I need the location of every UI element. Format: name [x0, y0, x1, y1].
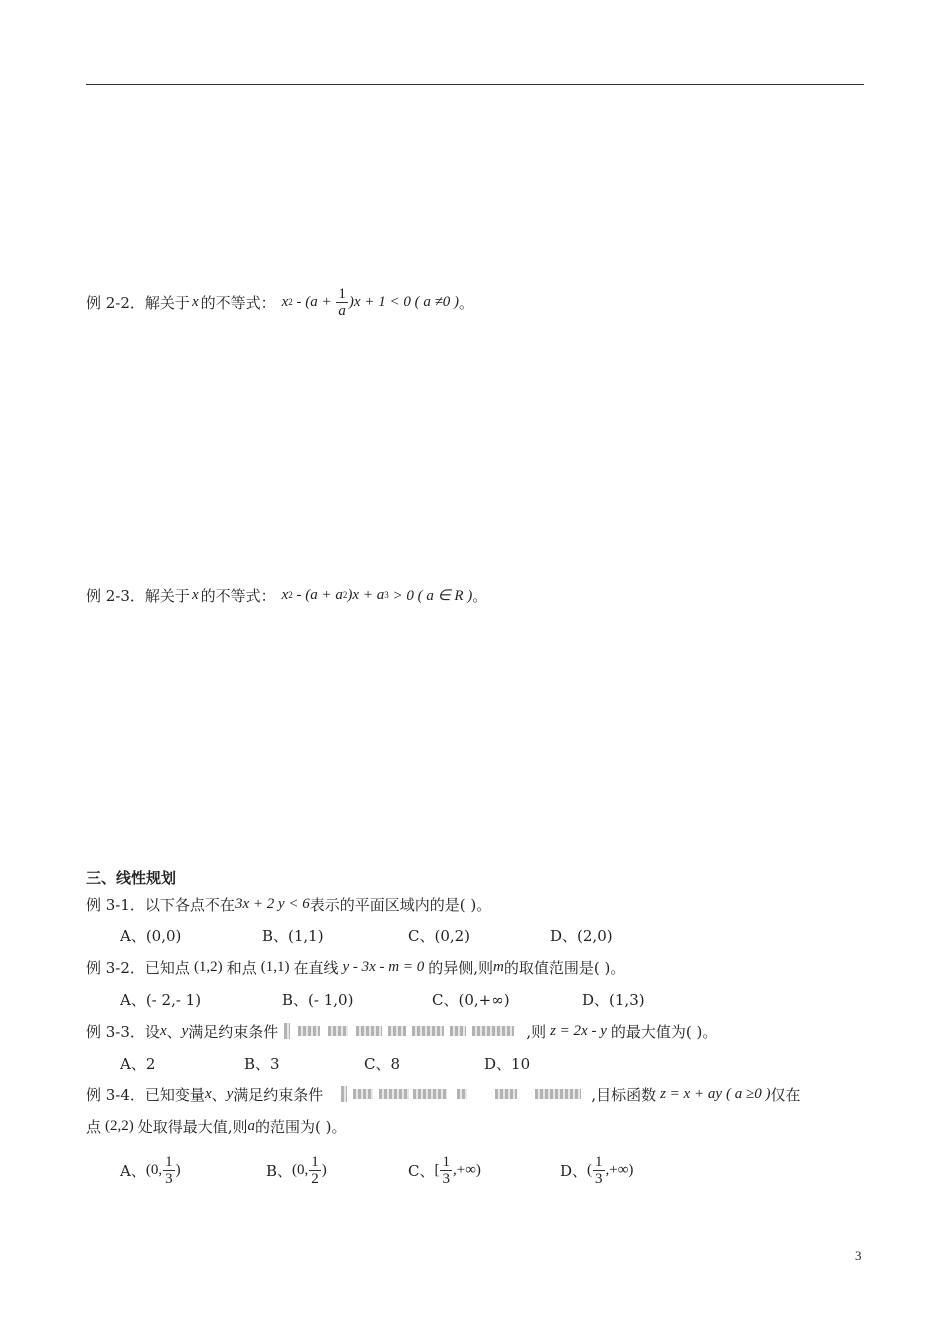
ex33-option-b-text: B、3 [244, 1054, 280, 1073]
ex34-line2b: 处取得最大值,则 [137, 1117, 248, 1136]
ex34-b-num: 1 [311, 1153, 319, 1170]
ex34-y: y [226, 1085, 234, 1102]
ex33-option-a-text: A、2 [120, 1054, 156, 1073]
ex32-pre: 例 3-2．已知点 [86, 958, 190, 977]
ex34-constraint-image [341, 1085, 585, 1103]
ex22-t1: x [281, 293, 289, 310]
ex34-b-label: B、 [266, 1161, 293, 1180]
ex32-var: m [493, 958, 504, 975]
ex34-a-den: 3 [165, 1170, 173, 1187]
ex33-constraint-image [284, 1022, 520, 1040]
ex33-option-d-text: D、10 [484, 1054, 531, 1073]
ex34-cond: ( a ≥0 ) [726, 1085, 771, 1102]
ex34-a-num: 1 [165, 1153, 173, 1170]
ex34-b-frac [309, 1154, 321, 1187]
ex23-t2sup: 2 [342, 590, 348, 600]
ex34-b-post: ) [321, 1161, 327, 1178]
ex34-post1: ,目标函数 [591, 1085, 657, 1104]
section-3-title [86, 866, 176, 888]
ex33-option-b [244, 1052, 280, 1074]
ex23-label: 例 2-3．解关于 [86, 586, 190, 605]
ex34-option-d [560, 1150, 633, 1190]
ex33-option-a [120, 1052, 155, 1074]
example-2-3 [86, 584, 487, 606]
ex32-mid3: 的异侧,则 [428, 958, 494, 977]
ex31-option-a [120, 924, 181, 946]
ex34-c-num: 1 [442, 1153, 450, 1170]
ex31-option-c-text: C、(0,2) [408, 926, 471, 945]
ex33-option-c-text: C、8 [364, 1054, 401, 1073]
ex23-t2: - (a + a [292, 586, 343, 603]
example-3-4 [86, 1083, 801, 1105]
ex34-d-num: 1 [595, 1153, 603, 1170]
ex22-fraction [336, 286, 348, 319]
ex32-option-a [120, 988, 201, 1010]
example-2-2 [86, 282, 474, 322]
ex32-option-d-text: D、(1,3) [582, 990, 645, 1009]
ex32-mid1: 和点 [226, 958, 257, 977]
ex22-fden: a [338, 302, 346, 319]
ex34-a-pre: (0, [145, 1161, 163, 1178]
ex34-line2a: 点 [86, 1117, 102, 1136]
ex32-option-d [582, 988, 645, 1010]
ex31-option-d [550, 924, 613, 946]
ex34-c-frac [440, 1154, 452, 1187]
ex34-b-den: 2 [311, 1170, 319, 1187]
page-number: 3 [855, 1248, 862, 1263]
ex33-post2: 的最大值为( )。 [610, 1022, 718, 1041]
ex32-option-b-text: B、(- 1,0) [282, 990, 354, 1009]
ex23-t4: > 0 ( a ∈ R ) [388, 587, 473, 604]
ex32-mid2: 在直线 [293, 958, 339, 977]
ex22-var: x [191, 293, 199, 310]
ex33-y: y [181, 1022, 189, 1039]
ex32-option-b [282, 988, 353, 1010]
ex32-option-c-text: C、(0,+∞) [432, 990, 510, 1009]
ex34-a-label: A、 [120, 1161, 146, 1180]
ex22-mid: 的不等式： [200, 293, 276, 312]
ex34-a-frac [163, 1154, 175, 1187]
ex33-x: x [159, 1022, 167, 1039]
ex22-label: 例 2-2．解关于 [86, 293, 190, 312]
ex32-post: 的取值范围是( )。 [503, 958, 626, 977]
ex22-end: 。 [459, 293, 475, 312]
ex33-expr: z = 2x - y [550, 1022, 607, 1039]
header-rule [86, 84, 864, 85]
ex33-sep: 、 [166, 1022, 182, 1041]
ex34-d-den: 3 [595, 1170, 603, 1187]
ex33-post1: ,则 [526, 1022, 547, 1041]
ex33-mid: 满足约束条件 [188, 1022, 279, 1041]
ex34-option-b [266, 1150, 327, 1190]
ex31-option-b-text: B、(1,1) [262, 926, 324, 945]
ex34-c-post: ,+∞) [452, 1161, 481, 1178]
ex34-c-label: C、 [408, 1161, 435, 1180]
ex32-option-a-text: A、(- 2,- 1) [120, 990, 202, 1009]
ex31-option-c [408, 924, 470, 946]
ex22-t2: - (a + [292, 293, 336, 310]
ex22-fnum: 1 [338, 285, 346, 302]
ex34-expr: z = x + ay [660, 1085, 722, 1102]
ex23-t3: )x + a [347, 586, 385, 603]
ex31-post: 表示的平面区域内的是( )。 [309, 895, 492, 914]
ex34-sep: 、 [211, 1085, 227, 1104]
ex23-t1: x [281, 586, 289, 603]
ex33-option-c [364, 1052, 400, 1074]
ex32-expr: y - 3x - m = 0 [342, 958, 425, 975]
ex31-option-d-text: D、(2,0) [550, 926, 613, 945]
ex23-end: 。 [472, 586, 488, 605]
example-3-1 [86, 893, 491, 915]
ex34-x: x [204, 1085, 212, 1102]
ex23-t3sup: 3 [384, 590, 389, 600]
ex23-mid: 的不等式： [200, 586, 276, 605]
section3-title-text: 三、线性规划 [86, 868, 177, 887]
ex34-pt: (2,2) [105, 1117, 134, 1134]
ex34-option-a [120, 1150, 181, 1190]
ex31-option-a-text: A、(0,0) [120, 926, 182, 945]
ex22-t3: )x + 1 < 0 ( a ≠0 ) [348, 293, 460, 310]
ex32-p2: (1,1) [260, 958, 290, 975]
ex34-option-c [408, 1150, 481, 1190]
ex32-option-c [432, 988, 510, 1010]
ex22-t1sup: 2 [288, 297, 293, 307]
ex34-a-post: ) [175, 1161, 181, 1178]
ex34-d-pre: ( [587, 1161, 593, 1178]
ex34-c-pre: [ [434, 1161, 440, 1178]
ex34-c-den: 3 [442, 1170, 450, 1187]
ex34-d-label: D、 [560, 1161, 588, 1180]
ex23-var: x [191, 586, 199, 603]
ex34-d-frac [593, 1154, 605, 1187]
example-3-3 [86, 1020, 717, 1042]
example-3-4-line2 [86, 1115, 347, 1137]
example-3-2 [86, 956, 625, 978]
ex34-avar: a [247, 1117, 256, 1134]
ex34-post2: 仅在 [770, 1085, 801, 1104]
ex23-t1sup: 2 [288, 590, 293, 600]
ex32-p1: (1,2) [193, 958, 223, 975]
ex33-option-d [484, 1052, 530, 1074]
ex34-line2c: 的范围为( )。 [255, 1117, 347, 1136]
ex34-pre: 例 3-4．已知变量 [86, 1085, 205, 1104]
ex34-d-post: ,+∞) [605, 1161, 634, 1178]
ex34-b-pre: (0, [292, 1161, 309, 1178]
ex33-pre: 例 3-3．设 [86, 1022, 160, 1041]
ex34-mid: 满足约束条件 [233, 1085, 324, 1104]
ex31-expr: 3x + 2 y < 6 [234, 895, 310, 912]
ex31-option-b [262, 924, 324, 946]
ex31-pre: 例 3-1．以下各点不在 [86, 895, 235, 914]
